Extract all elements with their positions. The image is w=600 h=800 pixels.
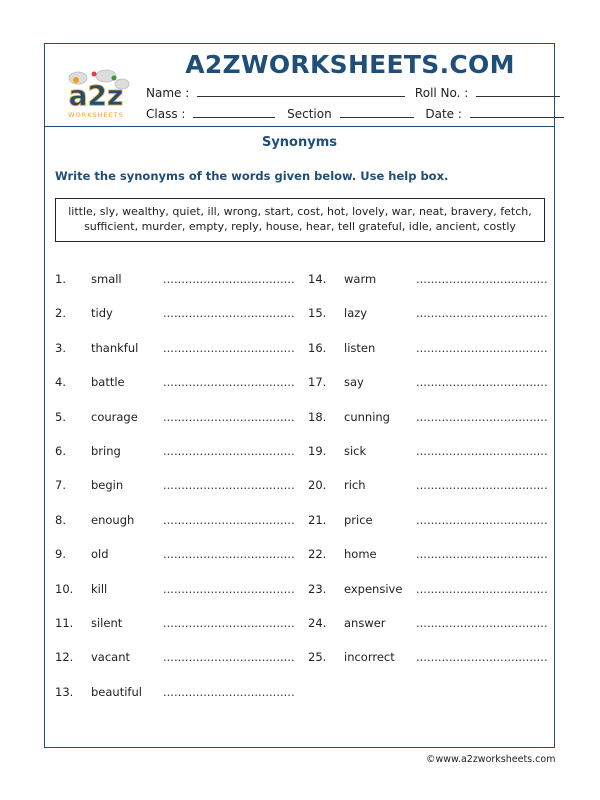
question-item (55, 685, 295, 701)
answer-blank[interactable]: .................................... (163, 306, 295, 321)
question-item (55, 341, 295, 357)
question-word: expensive (344, 581, 403, 596)
question-word: kill (91, 581, 108, 596)
question-number: 18. (308, 409, 327, 424)
question-item (308, 616, 548, 632)
question-item (55, 410, 295, 426)
section-label: Section (287, 107, 332, 121)
answer-blank[interactable]: .................................... (163, 650, 295, 665)
question-number: 24. (308, 616, 327, 630)
question-number: 3. (55, 340, 66, 355)
roll-field[interactable] (476, 85, 560, 97)
answer-blank[interactable]: .................................... (163, 409, 295, 424)
question-word: bring (91, 444, 121, 458)
question-item (55, 547, 295, 563)
answer-blank[interactable]: .................................... (163, 581, 295, 596)
question-word: say (344, 375, 364, 390)
question-item (308, 306, 548, 322)
question-word: rich (344, 478, 366, 493)
question-number: 22. (308, 547, 327, 562)
answer-blank[interactable]: .................................... (416, 444, 548, 458)
question-number: 9. (55, 547, 66, 562)
question-number: 12. (55, 650, 74, 665)
question-number: 14. (308, 272, 327, 286)
question-item (55, 272, 295, 288)
question-word: lazy (344, 306, 368, 321)
question-word: sick (344, 444, 367, 458)
class-field[interactable] (193, 106, 275, 118)
question-item (55, 650, 295, 666)
date-label: Date : (425, 107, 462, 121)
date-field[interactable] (470, 106, 564, 118)
question-item (55, 478, 295, 494)
question-item (55, 616, 295, 632)
question-number: 23. (308, 581, 327, 596)
question-word: listen (344, 340, 376, 355)
question-number: 25. (308, 650, 327, 665)
instruction-text: Write the synonyms of the words given below. Use help box. (55, 169, 449, 183)
answer-blank[interactable]: .................................... (163, 547, 295, 562)
question-word: incorrect (344, 650, 395, 665)
answer-blank[interactable]: .................................... (163, 375, 295, 390)
answer-blank[interactable]: .................................... (416, 306, 548, 321)
question-word: home (344, 547, 377, 562)
question-item (308, 410, 548, 426)
question-number: 2. (55, 306, 66, 321)
question-word: vacant (91, 650, 131, 665)
question-word: courage (91, 409, 138, 424)
question-number: 16. (308, 340, 327, 355)
question-item (308, 478, 548, 494)
roll-label: Roll No. : (414, 86, 469, 100)
question-number: 10. (55, 581, 74, 596)
question-word: battle (91, 375, 125, 390)
question-item (55, 513, 295, 529)
class-section-date-row (146, 106, 564, 121)
question-number: 7. (55, 478, 66, 493)
name-field[interactable] (197, 85, 405, 97)
question-item (55, 582, 295, 598)
question-item (308, 547, 548, 563)
footer-copyright: ©www.a2zworksheets.com (426, 754, 556, 765)
question-number: 17. (308, 375, 327, 390)
svg-text:a2z: a2z (68, 79, 124, 112)
question-number: 5. (55, 409, 66, 424)
question-word: answer (344, 616, 386, 630)
answer-blank[interactable]: .................................... (416, 581, 548, 596)
question-number: 8. (55, 512, 66, 527)
question-word: old (91, 547, 109, 562)
answer-blank[interactable]: .................................... (416, 272, 548, 286)
question-number: 15. (308, 306, 327, 321)
question-item (308, 582, 548, 598)
name-label: Name : (146, 86, 190, 100)
section-field[interactable] (340, 106, 414, 118)
question-number: 21. (308, 512, 327, 527)
question-item (55, 306, 295, 322)
answer-blank[interactable]: .................................... (416, 547, 548, 562)
answer-blank[interactable]: .................................... (416, 409, 548, 424)
question-number: 20. (308, 478, 327, 493)
question-word: small (91, 272, 122, 286)
svg-text:WORKSHEETS: WORKSHEETS (68, 111, 124, 119)
answer-blank[interactable]: .................................... (416, 650, 548, 665)
name-roll-row (146, 85, 560, 100)
answer-blank[interactable]: .................................... (163, 272, 295, 286)
answer-blank[interactable]: .................................... (163, 340, 295, 355)
question-word: warm (344, 272, 377, 286)
question-item (308, 341, 548, 357)
question-word: tidy (91, 306, 113, 321)
question-item (308, 444, 548, 460)
answer-blank[interactable]: .................................... (163, 478, 295, 493)
answer-blank[interactable]: .................................... (163, 444, 295, 458)
answer-blank[interactable]: .................................... (416, 616, 548, 630)
answer-blank[interactable]: .................................... (163, 616, 295, 630)
question-number: 6. (55, 444, 66, 458)
question-word: cunning (344, 409, 390, 424)
a2z-logo-icon (56, 64, 136, 120)
question-number: 4. (55, 375, 66, 390)
question-item (308, 272, 548, 288)
question-item (308, 513, 548, 529)
question-number: 11. (55, 616, 74, 630)
answer-blank[interactable]: .................................... (416, 375, 548, 390)
page-title: Synonyms (261, 135, 338, 150)
question-word: begin (91, 478, 124, 493)
question-word: beautiful (91, 684, 142, 699)
site-title: A2ZWORKSHEETS.COM (185, 50, 515, 79)
question-word: enough (91, 512, 135, 527)
question-number: 13. (55, 684, 74, 699)
question-item (55, 375, 295, 391)
answer-blank[interactable]: .................................... (163, 512, 295, 527)
question-number: 1. (55, 272, 66, 286)
question-word: price (344, 512, 373, 527)
answer-blank[interactable]: .................................... (416, 478, 548, 493)
question-word: silent (91, 616, 123, 630)
help-box: little, sly, wealthy, quiet, ill, wrong, start, cost, hot, lovely, war, neat, bravery, fetch, sufficient, murder, empty, reply, house, hear, tell grateful, idle, ancient, costly (55, 198, 545, 242)
question-item (308, 375, 548, 391)
answer-blank[interactable]: .................................... (163, 684, 295, 699)
question-word: thankful (91, 340, 139, 355)
header-divider (44, 126, 555, 127)
question-item (55, 444, 295, 460)
class-label: Class : (146, 107, 186, 121)
answer-blank[interactable]: .................................... (416, 512, 548, 527)
question-item (308, 650, 548, 666)
answer-blank[interactable]: .................................... (416, 340, 548, 355)
question-number: 19. (308, 444, 327, 458)
